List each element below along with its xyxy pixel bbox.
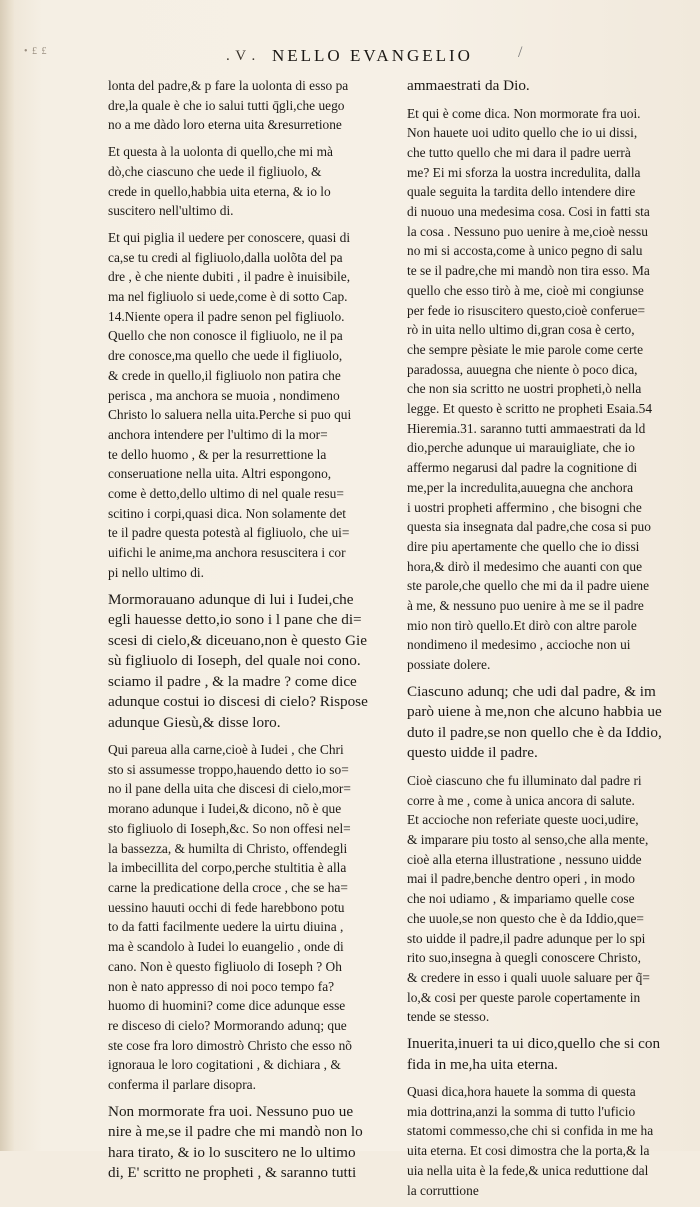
text-line: adunque costui io discesi di cielo? Rispose bbox=[108, 693, 368, 711]
text-line: Qui pareua alla carne,cioè à Iudei , che Chri bbox=[108, 742, 344, 758]
text-line: dire piu apertamente che quello che io dissi bbox=[407, 538, 640, 554]
gospel-verse bbox=[108, 1102, 396, 1184]
text-line: & imparare piu tosto al senso,che alla mente, bbox=[407, 832, 649, 847]
text-line: che uuole,se non questo che è da Iddio,que= bbox=[407, 910, 644, 926]
text-line: Non mormorate fra uoi. Nessuno puo ue bbox=[108, 1102, 354, 1120]
commentary-paragraph bbox=[407, 104, 686, 675]
commentary-paragraph bbox=[108, 76, 396, 135]
commentary-paragraph bbox=[407, 771, 686, 1027]
text-line: perisca , ma anchora se muoia , nondimeno bbox=[108, 387, 340, 403]
text-line: duto il padre,se non quello che è da Iddio, bbox=[407, 723, 662, 741]
text-line: re disceso di cielo? Mormorando adunq; que bbox=[108, 1017, 347, 1033]
text-line: sto uidde il padre,il padre adunque per lo spi bbox=[407, 930, 646, 946]
text-line: no a me dàdo loro eterna uita &resurretione bbox=[108, 117, 342, 133]
text-line: uita eterna. Et cosi dimostra che la porta,& la bbox=[407, 1143, 650, 1159]
text-line: statomi commesso,che chi si confida in me ha bbox=[407, 1123, 654, 1139]
text-line: suscitero nell'ultimo di. bbox=[108, 203, 234, 219]
text-line: Inuerita,inueri ta ui dico,quello che si con bbox=[407, 1035, 661, 1053]
text-line: che sempre pèsiate le mie parole come certe bbox=[407, 341, 644, 357]
text-line: parò uiene à me,non che alcuno habbia ue bbox=[407, 703, 662, 721]
text-line: questo uidde il padre. bbox=[407, 744, 538, 762]
text-line: lonta del padre,& p fare la uolonta di esso pa bbox=[108, 78, 349, 93]
page-gutter bbox=[0, 0, 14, 1151]
header-title: NELLO EVANGELIO bbox=[272, 46, 473, 65]
text-line: Mormorauano adunque di lui i Iudei,che bbox=[108, 590, 354, 608]
commentary-paragraph bbox=[108, 228, 396, 583]
text-line: la corruttione bbox=[407, 1182, 479, 1198]
header-left-mark: • £ £ bbox=[24, 46, 48, 57]
text-line: no il pane della uita che discesi di cielo,mor= bbox=[108, 781, 351, 797]
text-line: questa sia insegnata dal padre,che cosa si puo bbox=[407, 519, 651, 535]
text-line: nondimeno il medesimo , accioche non ui bbox=[407, 637, 631, 653]
text-line: Quello che non conosce il figliuolo, ne il pa bbox=[108, 328, 343, 344]
text-line: corre à me , come à unica ancora di salute. bbox=[407, 792, 635, 808]
text-line: Et questa à la uolonta di quello,che mi mà bbox=[108, 144, 333, 160]
text-line: hora,& dirò il medesimo che auanti con que bbox=[407, 558, 643, 574]
text-line: anchora intendere per l'ultimo di la mor= bbox=[108, 426, 328, 442]
gospel-verse bbox=[407, 76, 686, 97]
text-line: ignoraua le loro cogitationi , & dichiara , & bbox=[108, 1057, 341, 1073]
text-line: ca,se tu credi al figliuolo,dalla uolõta del pa bbox=[108, 249, 343, 265]
text-line: ma nel figliuolo si uede,come è di sotto Cap. bbox=[108, 289, 348, 305]
text-line: à me, & nessuno puo uenire à me se il padre bbox=[407, 598, 644, 614]
text-line: te dello huomo , & per la resurrettione la bbox=[108, 446, 327, 462]
text-line: uessino hauuti occhi di fede harebbono potu bbox=[108, 899, 345, 915]
text-line: la bassezza, & humilta di Christo, offendegli bbox=[108, 840, 348, 856]
text-line: conferma il parlare disopra. bbox=[108, 1077, 256, 1093]
text-line: dre , è che niente dubiti , il padre è inuisibile, bbox=[108, 269, 351, 285]
gospel-verse bbox=[407, 682, 686, 764]
text-line: cioè alla eterna illustratione , nessuno uidde bbox=[407, 851, 642, 867]
text-line: uia nella uita è la fede,& unica reduttione dal bbox=[407, 1162, 649, 1178]
text-line: come è detto,dello ultimo di nel quale resu= bbox=[108, 486, 344, 502]
left-column bbox=[108, 76, 396, 1191]
text-line: dò,che ciascuno che uede il figliuolo, & bbox=[108, 163, 322, 179]
text-line: mio non tirò quello.Et dirò con altre parole bbox=[407, 617, 637, 633]
text-line: sciamo il padre , & la madre ? come dice bbox=[108, 672, 357, 690]
text-line: che noi udiamo , & impariamo quelle cose bbox=[407, 891, 635, 907]
text-line: ste cose fra loro dimostrò Christo che esso nõ bbox=[108, 1037, 352, 1053]
text-line: me? Ei mi sforza la uostra incredulita, dalla bbox=[407, 164, 641, 180]
text-line: la cosa . Nessuno puo uenire à me,cioè nessu bbox=[407, 223, 648, 239]
text-line: rito suo,insegna à quegli conoscere Christo, bbox=[407, 950, 641, 966]
text-line: te se il padre,che mi mandò non tira esso. Ma bbox=[407, 263, 650, 279]
text-line: me,per la incredulita,auuegna che anchora bbox=[407, 479, 634, 495]
text-line: sù figliuolo di Ioseph, del quale noi cono. bbox=[108, 652, 361, 670]
text-line: ma è scandolo à Iudei lo euangelio , onde di bbox=[108, 939, 344, 955]
header-tick-mark: / bbox=[518, 44, 523, 61]
commentary-paragraph bbox=[108, 142, 396, 221]
text-line: Et accioche non referiate queste uoci,udire, bbox=[407, 812, 639, 828]
text-line: rò in uita nello ultimo di,gran cosa è certo, bbox=[407, 322, 635, 338]
text-line: conseruatione nella uita. Altri espongono, bbox=[108, 466, 332, 482]
header-signature-mark: . V . bbox=[226, 48, 257, 64]
text-line: di nuouo una medesima cosa. Cosi in fatti sta bbox=[407, 204, 650, 220]
text-line: affermo negarusi dal padre la cognitione di bbox=[407, 460, 638, 476]
text-line: lo,& cosi per queste parole copertamente in bbox=[407, 989, 641, 1005]
text-line: Quasi dica,hora hauete la somma di questa bbox=[407, 1084, 636, 1100]
text-line: quello che esso tirò à me, cioè mi congiunse bbox=[407, 282, 644, 298]
text-line: adunque Giesù,& disse loro. bbox=[108, 713, 281, 731]
text-line: dre,la quale è che io salui tutti q̄gli,che uego bbox=[108, 97, 345, 113]
text-line: fida in me,ha uita eterna. bbox=[407, 1055, 558, 1073]
text-line: egli hauesse detto,io sono i l pane che di= bbox=[108, 611, 362, 629]
text-line: huomo di huomini? come dice adunque esse bbox=[108, 998, 346, 1014]
text-line: morano adunque i Iudei,& dicono, nõ è que bbox=[108, 801, 342, 817]
text-line: to da fatti facilmente uedere la uirtu diuina , bbox=[108, 919, 344, 935]
gospel-verse bbox=[407, 1034, 686, 1075]
text-line: crede in quello,habbia uita eterna, & io lo bbox=[108, 183, 331, 199]
text-line: cano. Non è questo figliuolo di Ioseph ? Oh bbox=[108, 958, 342, 974]
text-line: uifichi le anime,ma anchora resuscitera i cor bbox=[108, 545, 346, 561]
text-line: mai il padre,benche dentro operi , in modo bbox=[407, 871, 635, 887]
text-line: ste parole,che quello che mi da il padre uiene bbox=[407, 578, 650, 594]
text-line: sto figliuolo di Ioseph,&c. So non offesi nel= bbox=[108, 820, 351, 836]
text-line: paradossa, auuegna che niente ò poco dica, bbox=[407, 361, 638, 377]
text-line: la imbecillita del corpo,perche stultitia è alla bbox=[108, 860, 347, 876]
commentary-paragraph bbox=[407, 1082, 686, 1200]
text-line: Cioè ciascuno che fu illuminato dal padre ri bbox=[407, 772, 642, 788]
text-line: & crede in quello,il figliuolo non patira che bbox=[108, 367, 341, 383]
text-line: & credere in esso i quali uuole saluare per q̃= bbox=[407, 969, 650, 985]
gospel-verse bbox=[108, 590, 396, 734]
text-line: per fede io risuscitero questo,cioè conferue= bbox=[407, 302, 646, 318]
text-line: Et qui piglia il uedere per conoscere, quasi di bbox=[108, 229, 351, 245]
text-line: Non hauete uoi udito quello che io ui dissi, bbox=[407, 125, 638, 141]
text-line: tende se stesso. bbox=[407, 1009, 490, 1025]
text-line: Hieremia.31. saranno tutti ammaestrati da ld bbox=[407, 420, 646, 436]
text-line: di, E' scritto ne propheti , & saranno tutti bbox=[108, 1164, 357, 1182]
text-line: sto si assumesse troppo,hauendo detto io so= bbox=[108, 761, 349, 777]
text-line: hara tirato, & io lo suscitero ne lo ultimo bbox=[108, 1143, 356, 1161]
text-line: scitino i corpi,quasi dica. Non solamente det bbox=[108, 505, 346, 521]
text-line: no mi si accosta,come à unico pegno di salu bbox=[407, 243, 643, 259]
text-line: nire à me,se il padre che mi mandò non lo bbox=[108, 1123, 363, 1141]
text-line: pi nello ultimo di. bbox=[108, 564, 204, 580]
text-line: dio,perche adunque ui marauigliate, che io bbox=[407, 440, 635, 456]
text-line: che non sia scritto ne uostri propheti,ò nella bbox=[407, 381, 642, 397]
text-line: Et qui è come dica. Non mormorate fra uoi. bbox=[407, 105, 641, 121]
text-line: legge. Et questo è scritto ne propheti Esaia.54 bbox=[407, 401, 653, 417]
text-line: non è nato appresso di noi poco tempo fa? bbox=[108, 978, 335, 994]
text-line: che tutto quello che mi dara il padre uerrà bbox=[407, 144, 631, 160]
text-line: carne la predicatione della croce , che se ha= bbox=[108, 880, 348, 895]
text-line: ammaestrati da Dio. bbox=[407, 77, 530, 94]
text-line: dre conosce,ma quello che uede il figliuolo, bbox=[108, 348, 343, 364]
text-line: 14.Niente opera il padre senon pel figliuolo. bbox=[108, 308, 345, 324]
right-column bbox=[407, 76, 686, 1207]
text-line: scesi di cielo,& diceuano,non è questo Gie bbox=[108, 631, 367, 649]
text-line: possiate dolere. bbox=[407, 657, 491, 673]
text-line: Christo lo saluera nella uita.Perche si puo qui bbox=[108, 407, 352, 423]
text-line: i uostri propheti affermino , che bisogni che bbox=[407, 499, 642, 515]
text-line: quale seguita la tardita dello intendere dire bbox=[407, 184, 636, 200]
text-line: Ciascuno adunq; che udi dal padre, & im bbox=[407, 682, 656, 700]
text-line: te il padre questa potestà al figliuolo, che ui= bbox=[108, 525, 350, 541]
commentary-paragraph bbox=[108, 740, 396, 1095]
running-header bbox=[0, 44, 700, 68]
text-line: mia dottrina,anzi la somma di tutto l'uficio bbox=[407, 1103, 636, 1119]
